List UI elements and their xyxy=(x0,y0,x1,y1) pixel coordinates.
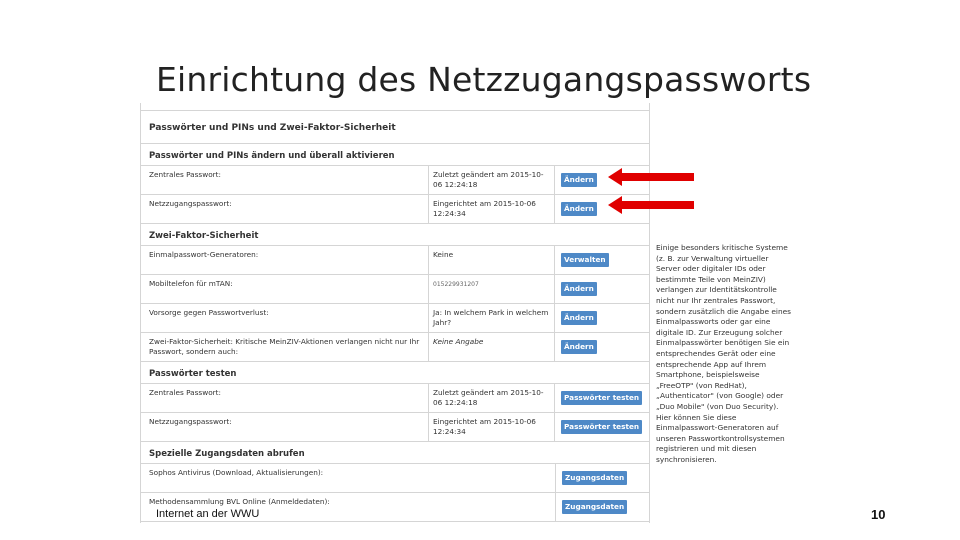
red-arrow-icon xyxy=(608,168,696,186)
slide-title: Einrichtung des Netzzugangspassworts xyxy=(156,60,812,99)
manage-otp-generators-button[interactable]: Verwalten xyxy=(561,253,609,267)
table-row xyxy=(141,333,649,362)
change-two-factor-button[interactable]: Ändern xyxy=(561,340,597,354)
two-factor-info-text: Einige besonders kritische Systeme (z. B. zur Verwaltung virtueller Server oder digitaler IDs oder bestimmte Teile von MeinZIV) verlangen zur Identitätskontrolle nicht nur Ihr zentrales Passwort, sondern zusätzlich die Angabe eines Einmalpassworts oder gar eine digitale ID. Zur Erzeugung solcher Einmalpasswörter benötigen Sie ein entsprechendes Gerät oder eine entsprechende App auf Ihrem Smartphone, beispielsweise „FreeOTP" (von RedHat), „Authenticator" (von Google) oder „Duo Mobile" (von Duo Security). Hier können Sie diese Einmalpasswort-Generatoren auf unseren Passwortkontrollsystemen registrieren und mit diesen synchronisieren. xyxy=(656,243,792,464)
row-label: Netzzugangspasswort: xyxy=(141,195,429,223)
page-number: 10 xyxy=(871,507,886,522)
table-row xyxy=(141,166,649,195)
change-recovery-question-button[interactable]: Ändern xyxy=(561,311,597,325)
section-title-two-factor: Zwei-Faktor-Sicherheit xyxy=(141,224,649,246)
table-row xyxy=(141,384,649,413)
row-label: Mobiltelefon für mTAN: xyxy=(141,275,429,303)
section-title-access-data: Spezielle Zugangsdaten abrufen xyxy=(141,442,649,464)
table-row xyxy=(141,275,649,304)
sophos-access-data-button[interactable]: Zugangsdaten xyxy=(562,471,627,485)
row-value: 015229931207 xyxy=(429,275,555,303)
row-label: Einmalpasswort-Generatoren: xyxy=(141,246,429,274)
row-label: Netzzugangspasswort: xyxy=(141,413,429,441)
row-value: Eingerichtet am 2015-10-06 12:24:34 xyxy=(429,195,555,223)
row-label: Zentrales Passwort: xyxy=(141,166,429,194)
test-network-password-button[interactable]: Passwörter testen xyxy=(561,420,642,434)
row-value: Keine xyxy=(429,246,555,274)
test-central-password-button[interactable]: Passwörter testen xyxy=(561,391,642,405)
settings-table xyxy=(141,144,649,522)
row-label: Methodensammlung BVL Online (Anmeldedaten): xyxy=(149,497,330,506)
change-network-password-button[interactable]: Ändern xyxy=(561,202,597,216)
bvl-access-data-button[interactable]: Zugangsdaten xyxy=(562,500,627,514)
row-label: Sophos Antivirus (Download, Aktualisierungen): xyxy=(149,468,324,477)
table-row xyxy=(141,464,649,493)
table-row xyxy=(141,304,649,333)
red-arrow-icon xyxy=(608,196,696,214)
settings-screenshot xyxy=(140,103,650,523)
section-title-test-passwords: Passwörter testen xyxy=(141,362,649,384)
row-label: Zwei-Faktor-Sicherheit: Kritische MeinZIV-Aktionen verlangen nicht nur Ihr Passwort, sondern auch: xyxy=(141,333,429,361)
row-value: Zuletzt geändert am 2015-10-06 12:24:18 xyxy=(429,384,555,412)
section-title-change-passwords: Passwörter und PINs ändern und überall aktivieren xyxy=(141,144,649,166)
footer-text: Internet an der WWU xyxy=(156,508,260,520)
row-label: Zentrales Passwort: xyxy=(141,384,429,412)
row-label: Vorsorge gegen Passwortverlust: xyxy=(141,304,429,332)
table-row xyxy=(141,246,649,275)
change-mtan-phone-button[interactable]: Ändern xyxy=(561,282,597,296)
row-value: Ja: In welchem Park in welchem Jahr? xyxy=(429,304,555,332)
panel-title: Passwörter und PINs und Zwei-Faktor-Sicherheit xyxy=(141,110,649,144)
table-row xyxy=(141,195,649,224)
row-value: Zuletzt geändert am 2015-10-06 12:24:18 xyxy=(429,166,555,194)
change-central-password-button[interactable]: Ändern xyxy=(561,173,597,187)
row-value: Keine Angabe xyxy=(429,333,555,361)
row-value: Eingerichtet am 2015-10-06 12:24:34 xyxy=(429,413,555,441)
table-row xyxy=(141,413,649,442)
